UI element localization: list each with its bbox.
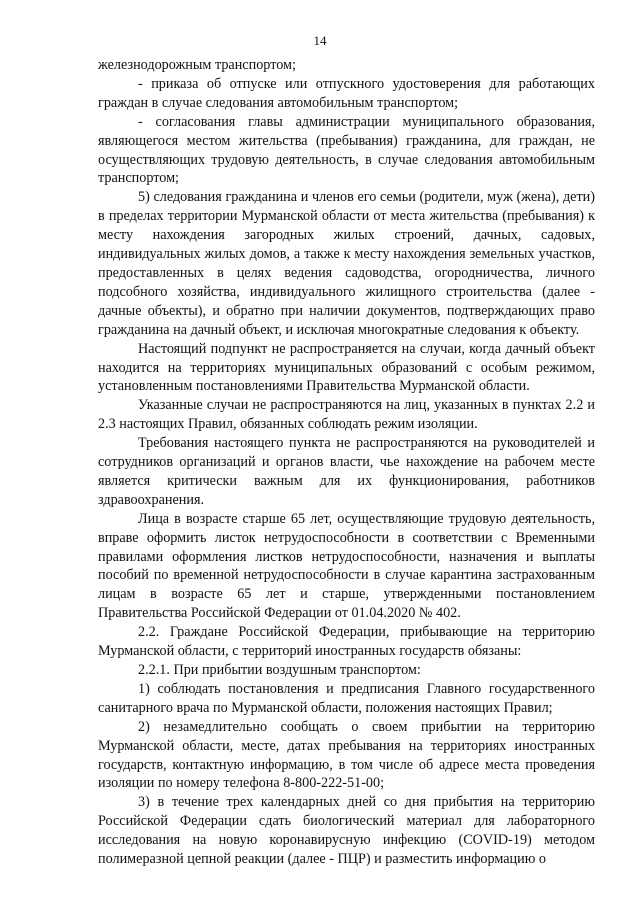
paragraph-exceptions: Указанные случаи не распространяются на лиц, указанных в пунктах 2.2 и 2.3 настоящих Правил, обязанных соблюдать режим изоляции.	[98, 397, 595, 433]
paragraph-continuation: железнодорожным транспортом;	[98, 57, 296, 73]
paragraph-item-3: 3) в течение трех календарных дней со дня прибытия на территорию Российской Федерации сдать биологический материал для лабораторного исследования на новую коронавирусную инфекцию (COVID-19) методом полимеразной цепной реакции (далее - ПЦР) и разместить информацию о	[98, 794, 595, 868]
page-number: 14	[313, 33, 327, 48]
paragraph-item-1: 1) соблюдать постановления и предписания Главного государственного санитарного врача по Мурманской области, положения настоящих Правил;	[98, 680, 595, 716]
paragraph-over-65: Лица в возрасте старше 65 лет, осуществляющие трудовую деятельность, вправе оформить листок нетрудоспособности в соответствии с Временными правилами оформления листков нетрудоспособности, назначения и выплаты пособий по временной нетрудоспособности в случае карантина застрахованным лицам в возрасте 65 лет и старше, утвержденными постановлением Правительства Российской Федерации от 01.04.2020 № 402.	[98, 510, 595, 622]
paragraph-2-2-1: 2.2.1. При прибытии воздушным транспортом:	[138, 662, 421, 678]
paragraph-special-regime: Настоящий подпункт не распространяется на случаи, когда дачный объект находится на территориях муниципальных образований с особым режимом, установленным постановлениями Правительства Мурманской области.	[98, 340, 595, 395]
paragraph-vacation-order: - приказа об отпуске или отпускного удостоверения для работающих граждан в случае следования автомобильным транспортом;	[98, 75, 595, 111]
paragraph-critical-workers: Требования настоящего пункта не распространяются на руководителей и сотрудников организаций и органов власти, чье нахождение на рабочем месте является критически важным для их функционирования, работников здравоохранения.	[98, 435, 595, 508]
paragraph-item-2: 2) незамедлительно сообщать о своем прибытии на территорию Мурманской области, месте, датах пребывания на территориях иностранных государств, контактную информацию, в том числе об адресе места проведения изоляции по номеру телефона 8-800-222-51-00;	[98, 718, 595, 792]
document-body	[98, 56, 595, 869]
paragraph-municipal-approval: - согласования главы администрации муниципального образования, являющегося местом жительства (пребывания) гражданина, для граждан, не осуществляющих трудовую деятельность, в случае следования автомобильным транспортом;	[98, 113, 595, 187]
paragraph-item-5-dacha: 5) следования гражданина и членов его семьи (родители, муж (жена), дети) в пределах территории Мурманской области от места жительства (пребывания) к месту нахождения загородных жилых строений, дачных, садовых, индивидуальных жилых домов, а также к месту нахождения земельных участков, предоставленных в целях ведения садоводства, огородничества, личного подсобного хозяйства, индивидуального жилищного строительства (далее - дачные объекты), и обратно при наличии документов, подтверждающих право гражданина на дачный объект, и исключая многократные следования к объекту.	[98, 189, 595, 338]
paragraph-2-2: 2.2. Граждане Российской Федерации, прибывающие на территорию Мурманской области, с территорий иностранных государств обязаны:	[98, 624, 595, 660]
